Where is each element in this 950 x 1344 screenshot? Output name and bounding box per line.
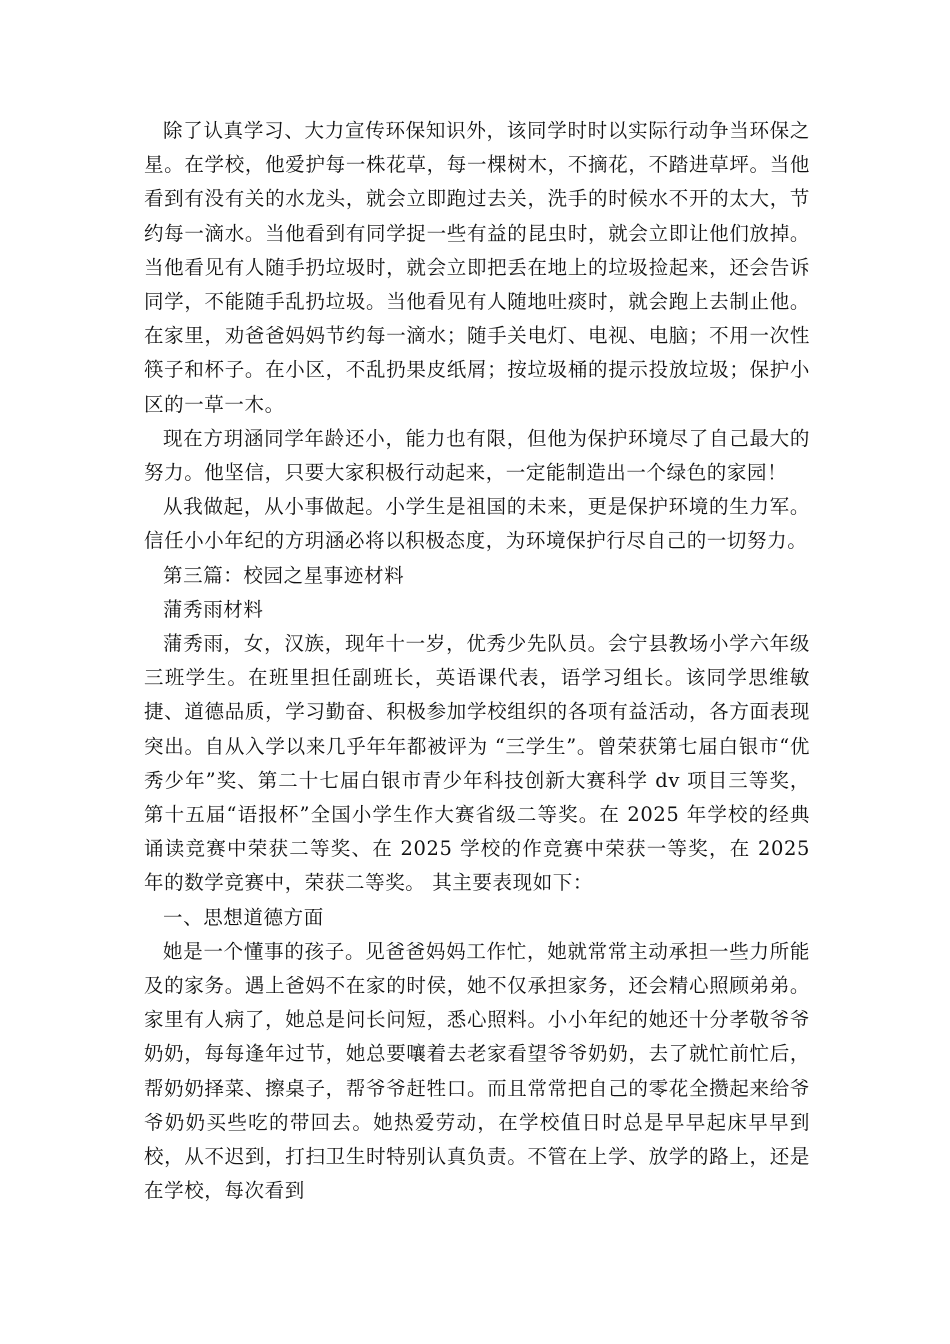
paragraph-environment-actions: 除了认真学习、大力宣传环保知识外，该同学时时以实际行动争当环保之星。在学校，他爱护每一株花草，每一棵树木，不摘花，不踏进草坪。当他看到有没有关的水龙头，就会立即跑过去关，洗手的时候水不开的太大，节约每一滴水。当他看到有同学捉一些有益的昆虫时，就会立即让他们放掉。当他看见有人随手扔垃圾时，就会立即把丢在地上的垃圾捡起来，还会告诉同学，不能随手乱扔垃圾。当他看见有人随地吐痰时，就会跑上去制止他。在家里，劝爸爸妈妈节约每一滴水；随手关电灯、电视、电脑；不用一次性筷子和杯子。在小区，不乱扔果皮纸屑；按垃圾桶的提示投放垃圾；保护小区的一草一木。 bbox=[144, 119, 810, 416]
paragraph-effort: 现在方玥涵同学年龄还小，能力也有限，但他为保护环境尽了自己最大的努力。他坚信，只要大家积极行动起来，一定能制造出一个绿色的家园！ bbox=[144, 426, 810, 485]
paragraph-moral-conduct: 她是一个懂事的孩子。见爸爸妈妈工作忙，她就常常主动承担一些力所能及的家务。遇上爸妈不在家的时侯，她不仅承担家务，还会精心照顾弟弟。家里有人病了，她总是问长问短，悉心照料。小小年纪的她还十分孝敬爷爷奶奶，每每逢年过节，她总要嚷着去老家看望爷爷奶奶，去了就忙前忙后，帮奶奶择菜、擦桌子，帮爷爷赶牲口。而且常常把自己的零花全攒起来给爷爷奶奶买些吃的带回去。她热爱劳动，在学校值日时总是早早起床早早到校，从不迟到，打扫卫生时特别认真负责。不管在上学、放学的路上，还是在学校，每次看到 bbox=[144, 939, 810, 1203]
document-body bbox=[144, 114, 810, 1209]
section-heading: 第三篇：校园之星事迹材料 bbox=[163, 563, 405, 587]
paragraph-introduction: 蒲秀雨，女，汉族，现年十一岁，优秀少先队员。会宁县教场小学六年级三班学生。在班里担任副班长，英语课代表，语学习组长。该同学思维敏捷、道德品质，学习勤奋、积极参加学校组织的各项有益活动，各方面表现突出。自从入学以来几乎年年都被评为 “三学生”。曾荣获第七届白银市“优秀少年”奖、第二十七届白银市青少年科技创新大赛科学 dv 项目三等奖，第十五届“语报杯”全国小学生作大赛省级二等奖。在 2025 年学校的经典诵读竞赛中荣获二等奖、在 2025 学校的作竞赛中荣获一等奖，在 2025 年的数学竞赛中，荣获二等奖。 其主要表现如下： bbox=[144, 632, 810, 895]
material-title: 蒲秀雨材料 bbox=[163, 597, 264, 621]
subsection-heading: 一、思想道德方面 bbox=[163, 905, 324, 929]
paragraph-start-from-me: 从我做起，从小事做起。小学生是祖国的未来，更是保护环境的生力军。信任小小年纪的方玥涵必将以积极态度，为环境保护行尽自己的一切努力。 bbox=[144, 495, 810, 553]
